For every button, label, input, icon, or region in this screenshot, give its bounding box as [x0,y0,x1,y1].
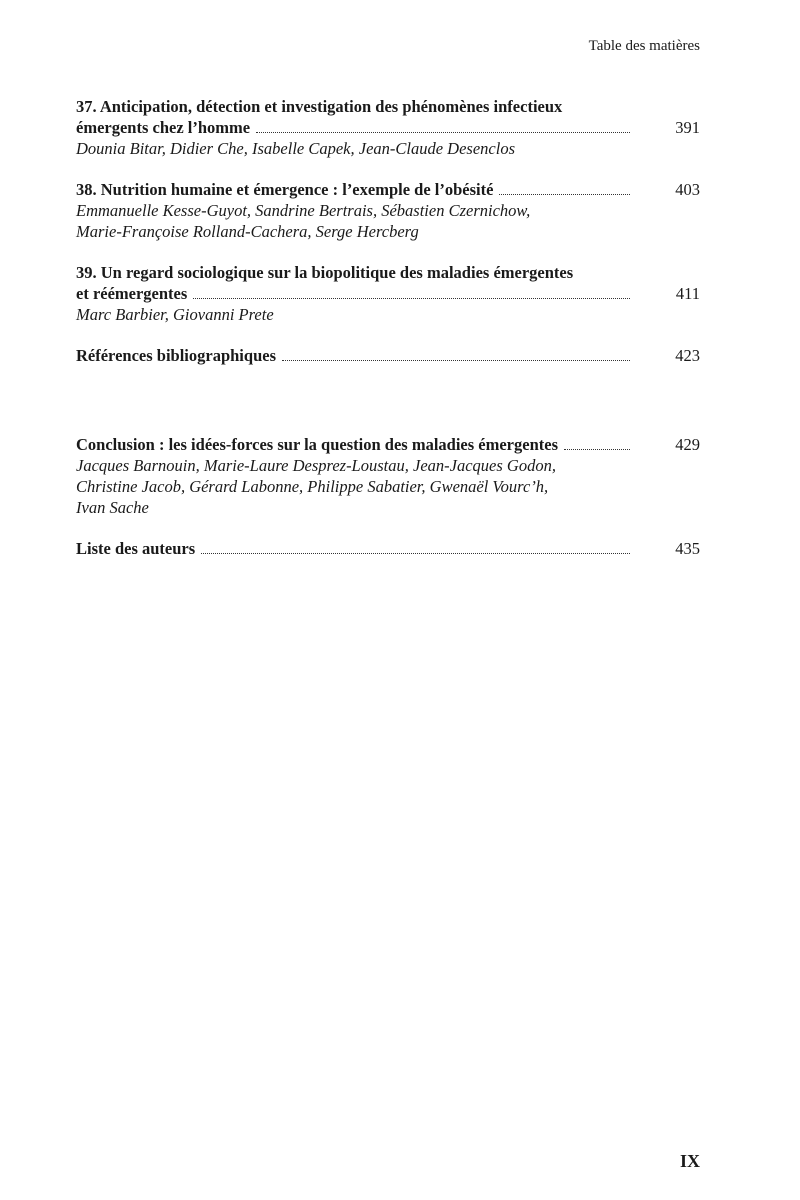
toc-entry-37 [76,96,700,159]
toc-entry-title: Conclusion : les idées-forces sur la question des maladies émergentes [76,435,558,454]
toc-entry-authors: Christine Jacob, Gérard Labonne, Philippe Sabatier, Gwenaël Vourc’h, [76,477,549,496]
toc-entry-authors: Dounia Bitar, Didier Che, Isabelle Capek, Jean-Claude Desenclos [76,139,515,158]
toc-entry-title-line2: et réémergentes [76,284,188,303]
toc-entry-title-row [76,538,700,559]
toc-entry-title-line2: émergents chez l’homme [76,118,251,137]
dot-leader [282,345,630,366]
toc-entry-title-row [76,345,700,366]
toc-entry-authors: Marie-Françoise Rolland-Cachera, Serge Hercberg [76,222,419,241]
dot-leader [201,538,630,559]
toc-entry-authors-list [76,538,700,559]
toc-entry-authors: Ivan Sache [76,498,149,517]
toc-entry-authors: Marc Barbier, Giovanni Prete [76,305,274,324]
page-number: 403 [675,180,700,199]
toc-entry-authors: Emmanuelle Kesse-Guyot, Sandrine Bertrais, Sébastien Czernichow, [76,201,531,220]
toc-entry-authors: Jacques Barnouin, Marie-Laure Desprez-Loustau, Jean-Jacques Godon, [76,456,556,475]
toc-entry-title: Références bibliographiques [76,346,276,365]
page-number: 435 [675,539,700,558]
toc-entry-title: 38. Nutrition humaine et émergence : l’exemple de l’obésité [76,180,494,199]
table-of-contents [76,96,700,579]
toc-entry-references [76,345,700,366]
toc-entry-conclusion [76,434,700,518]
toc-entry-title-row [76,434,700,455]
toc-entry-39 [76,262,700,325]
section-spacer [76,386,700,434]
toc-entry-title-row [76,179,700,200]
page-folio: IX [679,1151,700,1171]
toc-entry-title-line1: 37. Anticipation, détection et investigation des phénomènes infectieux [76,97,563,116]
dot-leader [499,179,630,200]
toc-entry-title-line2-row [76,117,700,138]
dot-leader [256,117,630,138]
toc-entry-title-line2-row [76,283,700,304]
dot-leader [193,283,630,304]
toc-entry-title-line1: 39. Un regard sociologique sur la biopolitique des maladies émergentes [76,263,574,282]
running-head: Table des matières [588,38,700,54]
page-number: 411 [675,284,700,303]
page-number: 429 [675,435,700,454]
dot-leader [564,434,630,455]
toc-entry-38 [76,179,700,242]
toc-entry-title: Liste des auteurs [76,539,196,558]
page-number: 391 [675,118,700,137]
page-number: 423 [675,346,700,365]
